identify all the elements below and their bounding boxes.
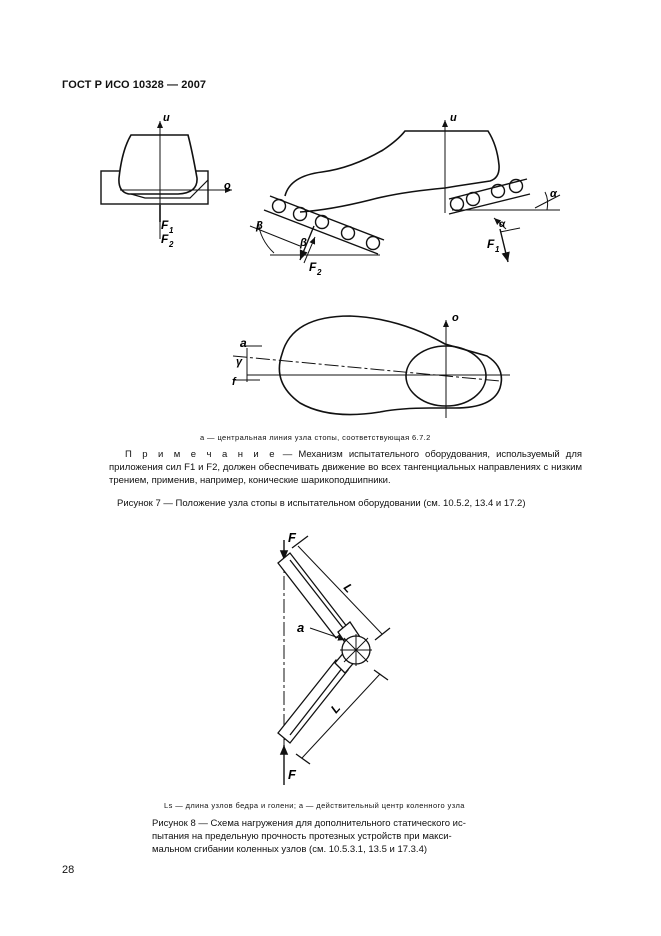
caption-line-3: мальном сгибании коленных узлов (см. 10.5.3.1, 13.5 и 17.3.4) xyxy=(152,844,428,855)
label-F1-left: F xyxy=(161,218,169,232)
note-word: П р и м е ч а н и е xyxy=(125,449,277,460)
page-header: ГОСТ Р ИСО 10328 — 2007 xyxy=(62,79,207,91)
label-F2-right: F xyxy=(309,260,317,274)
label-F-bottom: F xyxy=(288,767,296,782)
label-F1-right: F xyxy=(487,237,495,251)
label-alpha-1: α xyxy=(550,188,557,200)
page-number: 28 xyxy=(62,864,75,876)
label-a-knee: a xyxy=(297,620,305,635)
figure8-footnote: Ls — длина узлов бедра и голени; a — действительный центр коленного узла xyxy=(164,801,465,810)
caption-line-1: Рисунок 8 — Схема нагружения для дополнительного статического ис- xyxy=(152,818,466,829)
label-u-right: u xyxy=(450,112,457,124)
label-Ls-lower: L xyxy=(327,701,344,717)
note-text: — Механизм испытательного оборудования, используемый для приложения сил F1 и F2, должен обеспечивать движение во всех тангенциальных направлениях с низким трением, применив, например, конические шарикоподшипники. xyxy=(109,449,583,486)
label-beta-2: β xyxy=(300,237,307,249)
label-f-plan: f xyxy=(232,376,236,388)
label-F2-sub-left: 2 xyxy=(169,240,174,249)
label-F2-sub-right: 2 xyxy=(317,268,322,277)
label-alpha-2: α xyxy=(499,219,506,230)
figure8-caption xyxy=(152,817,512,856)
label-u-left: u xyxy=(163,112,170,124)
label-beta-1: β xyxy=(256,220,263,232)
label-o-left: o xyxy=(224,180,231,192)
label-F-top: F xyxy=(288,530,296,545)
label-F1-sub-right: 1 xyxy=(495,245,500,254)
caption-line-2: пытания на предельную прочность протезных устройств при макси- xyxy=(152,831,452,842)
figure7-caption: Рисунок 7 — Положение узла стопы в испытательном оборудовании (см. 10.5.2, 13.4 и 17.2) xyxy=(117,498,526,509)
label-F2-left: F xyxy=(161,232,169,246)
label-Ls-upper: L xyxy=(340,580,357,596)
label-gamma: γ xyxy=(236,356,243,368)
label-F1-sub-left: 1 xyxy=(169,226,174,235)
label-o-plan: o xyxy=(452,312,459,324)
figure7-footnote: a — центральная линия узла стопы, соответствующая 6.7.2 xyxy=(200,433,431,442)
label-a-plan: a xyxy=(240,336,247,350)
